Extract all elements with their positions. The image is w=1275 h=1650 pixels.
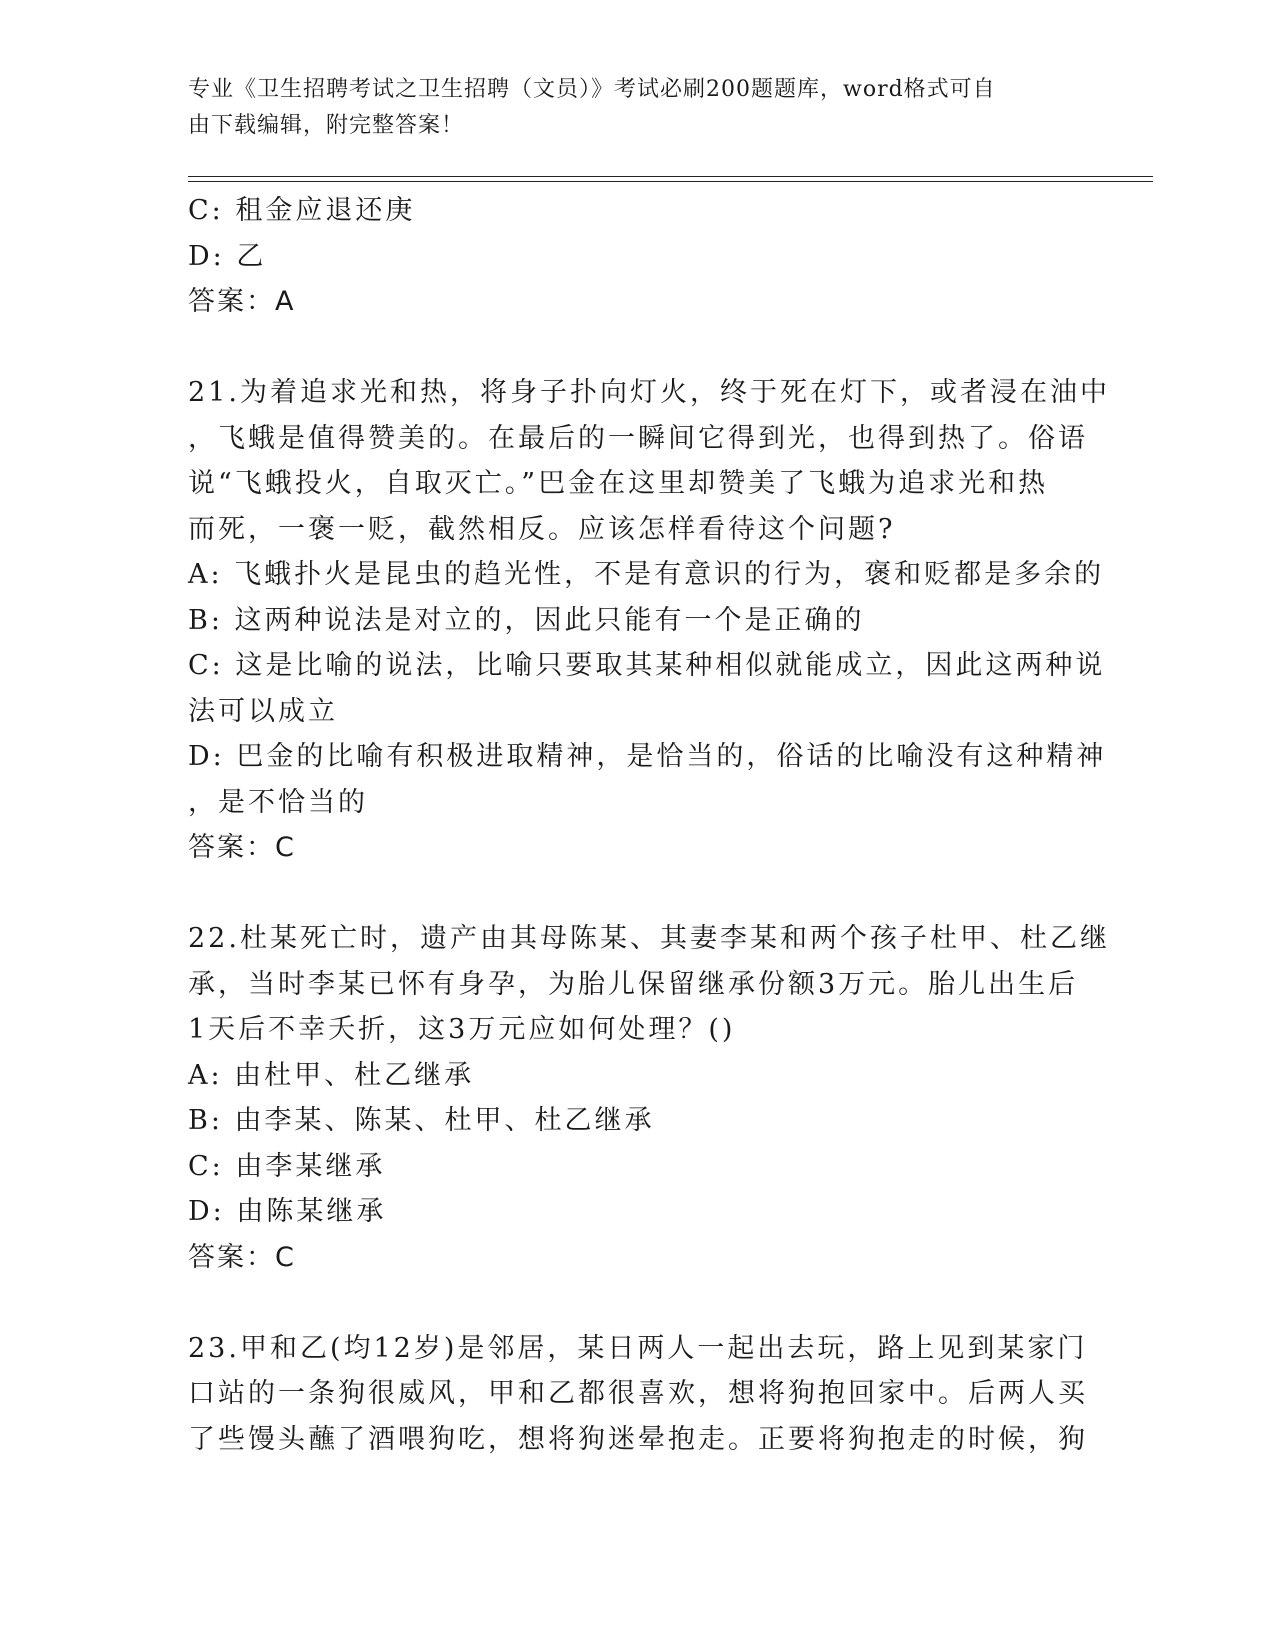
question-21 bbox=[188, 370, 1110, 871]
option-b: B: 由李某、陈某、杜甲、杜乙继承 bbox=[188, 1105, 655, 1136]
spacer bbox=[188, 871, 1078, 917]
question-stem-line: 1天后不幸夭折，这3万元应如何处理？() bbox=[188, 1014, 736, 1045]
option-c: C: 由李某继承 bbox=[188, 1150, 386, 1182]
option-d: D: 由陈某继承 bbox=[188, 1196, 387, 1227]
option-c: C: 这是比喻的说法，比喻只要取其某种相似就能成立，因此这两种说 bbox=[188, 650, 1106, 681]
question-stem-line: 说“飞蛾投火，自取灭亡。”巴金在这里却赞美了飞蛾为追求光和热 bbox=[188, 468, 1049, 499]
answer-line: 答案：C bbox=[188, 1241, 296, 1273]
question-stem-line: 承，当时李某已怀有身孕，为胎儿保留继承份额3万元。胎儿出生后 bbox=[188, 968, 1079, 1000]
option-c-continued: 法可以成立 bbox=[188, 695, 338, 727]
question-23 bbox=[188, 1326, 1088, 1463]
option-a: A: 飞蛾扑火是昆虫的趋光性，不是有意识的行为，褒和贬都是多余的 bbox=[188, 559, 1105, 590]
answer-line: 答案：C bbox=[188, 832, 296, 863]
document-header bbox=[188, 72, 1068, 144]
question-stem-line: 21.为着追求光和热，将身子扑向灯火，终于死在灯下，或者浸在油中 bbox=[188, 377, 1110, 408]
option-c: C: 租金应退还庚 bbox=[188, 195, 416, 226]
question-stem-line: 口站的一条狗很威风，甲和乙都很喜欢，想将狗抱回家中。后两人买 bbox=[188, 1378, 1088, 1409]
spacer bbox=[188, 325, 1078, 371]
answer-line: 答案：A bbox=[188, 286, 296, 317]
question-stem-line: 而死，一褒一贬，截然相反。应该怎样看待这个问题? bbox=[188, 513, 896, 545]
question-stem-line: 22.杜某死亡时，遗产由其母陈某、其妻李某和两个孩子杜甲、杜乙继 bbox=[188, 923, 1110, 954]
option-d-continued: ，是不恰当的 bbox=[188, 786, 368, 818]
option-d: D: 巴金的比喻有积极进取精神，是恰当的，俗话的比喻没有这种精神 bbox=[188, 741, 1107, 772]
option-b: B: 这两种说法是对立的，因此只能有一个是正确的 bbox=[188, 604, 865, 636]
question-20-tail bbox=[188, 188, 1078, 325]
question-22 bbox=[188, 916, 1110, 1280]
question-stem-line: ，飞蛾是值得赞美的。在最后的一瞬间它得到光，也得到热了。俗语 bbox=[188, 422, 1088, 454]
document-body bbox=[188, 188, 1110, 1462]
header-rule-bottom bbox=[188, 181, 1153, 182]
option-d: D: 乙 bbox=[188, 240, 267, 272]
question-stem-line: 了些馒头蘸了酒喂狗吃，想将狗迷晕抱走。正要将狗抱走的时候，狗 bbox=[188, 1423, 1088, 1455]
option-a: A: 由杜甲、杜乙继承 bbox=[188, 1059, 475, 1091]
question-stem-line: 23.甲和乙(均12岁)是邻居，某日两人一起出去玩，路上见到某家门 bbox=[188, 1332, 1088, 1364]
spacer bbox=[188, 1280, 1078, 1326]
header-rule-top bbox=[188, 176, 1153, 177]
header-line-1: 专业《卫生招聘考试之卫生招聘（文员）》考试必刷200题题库，word格式可自 bbox=[188, 77, 996, 102]
header-line-2: 由下载编辑，附完整答案！ bbox=[188, 113, 465, 138]
